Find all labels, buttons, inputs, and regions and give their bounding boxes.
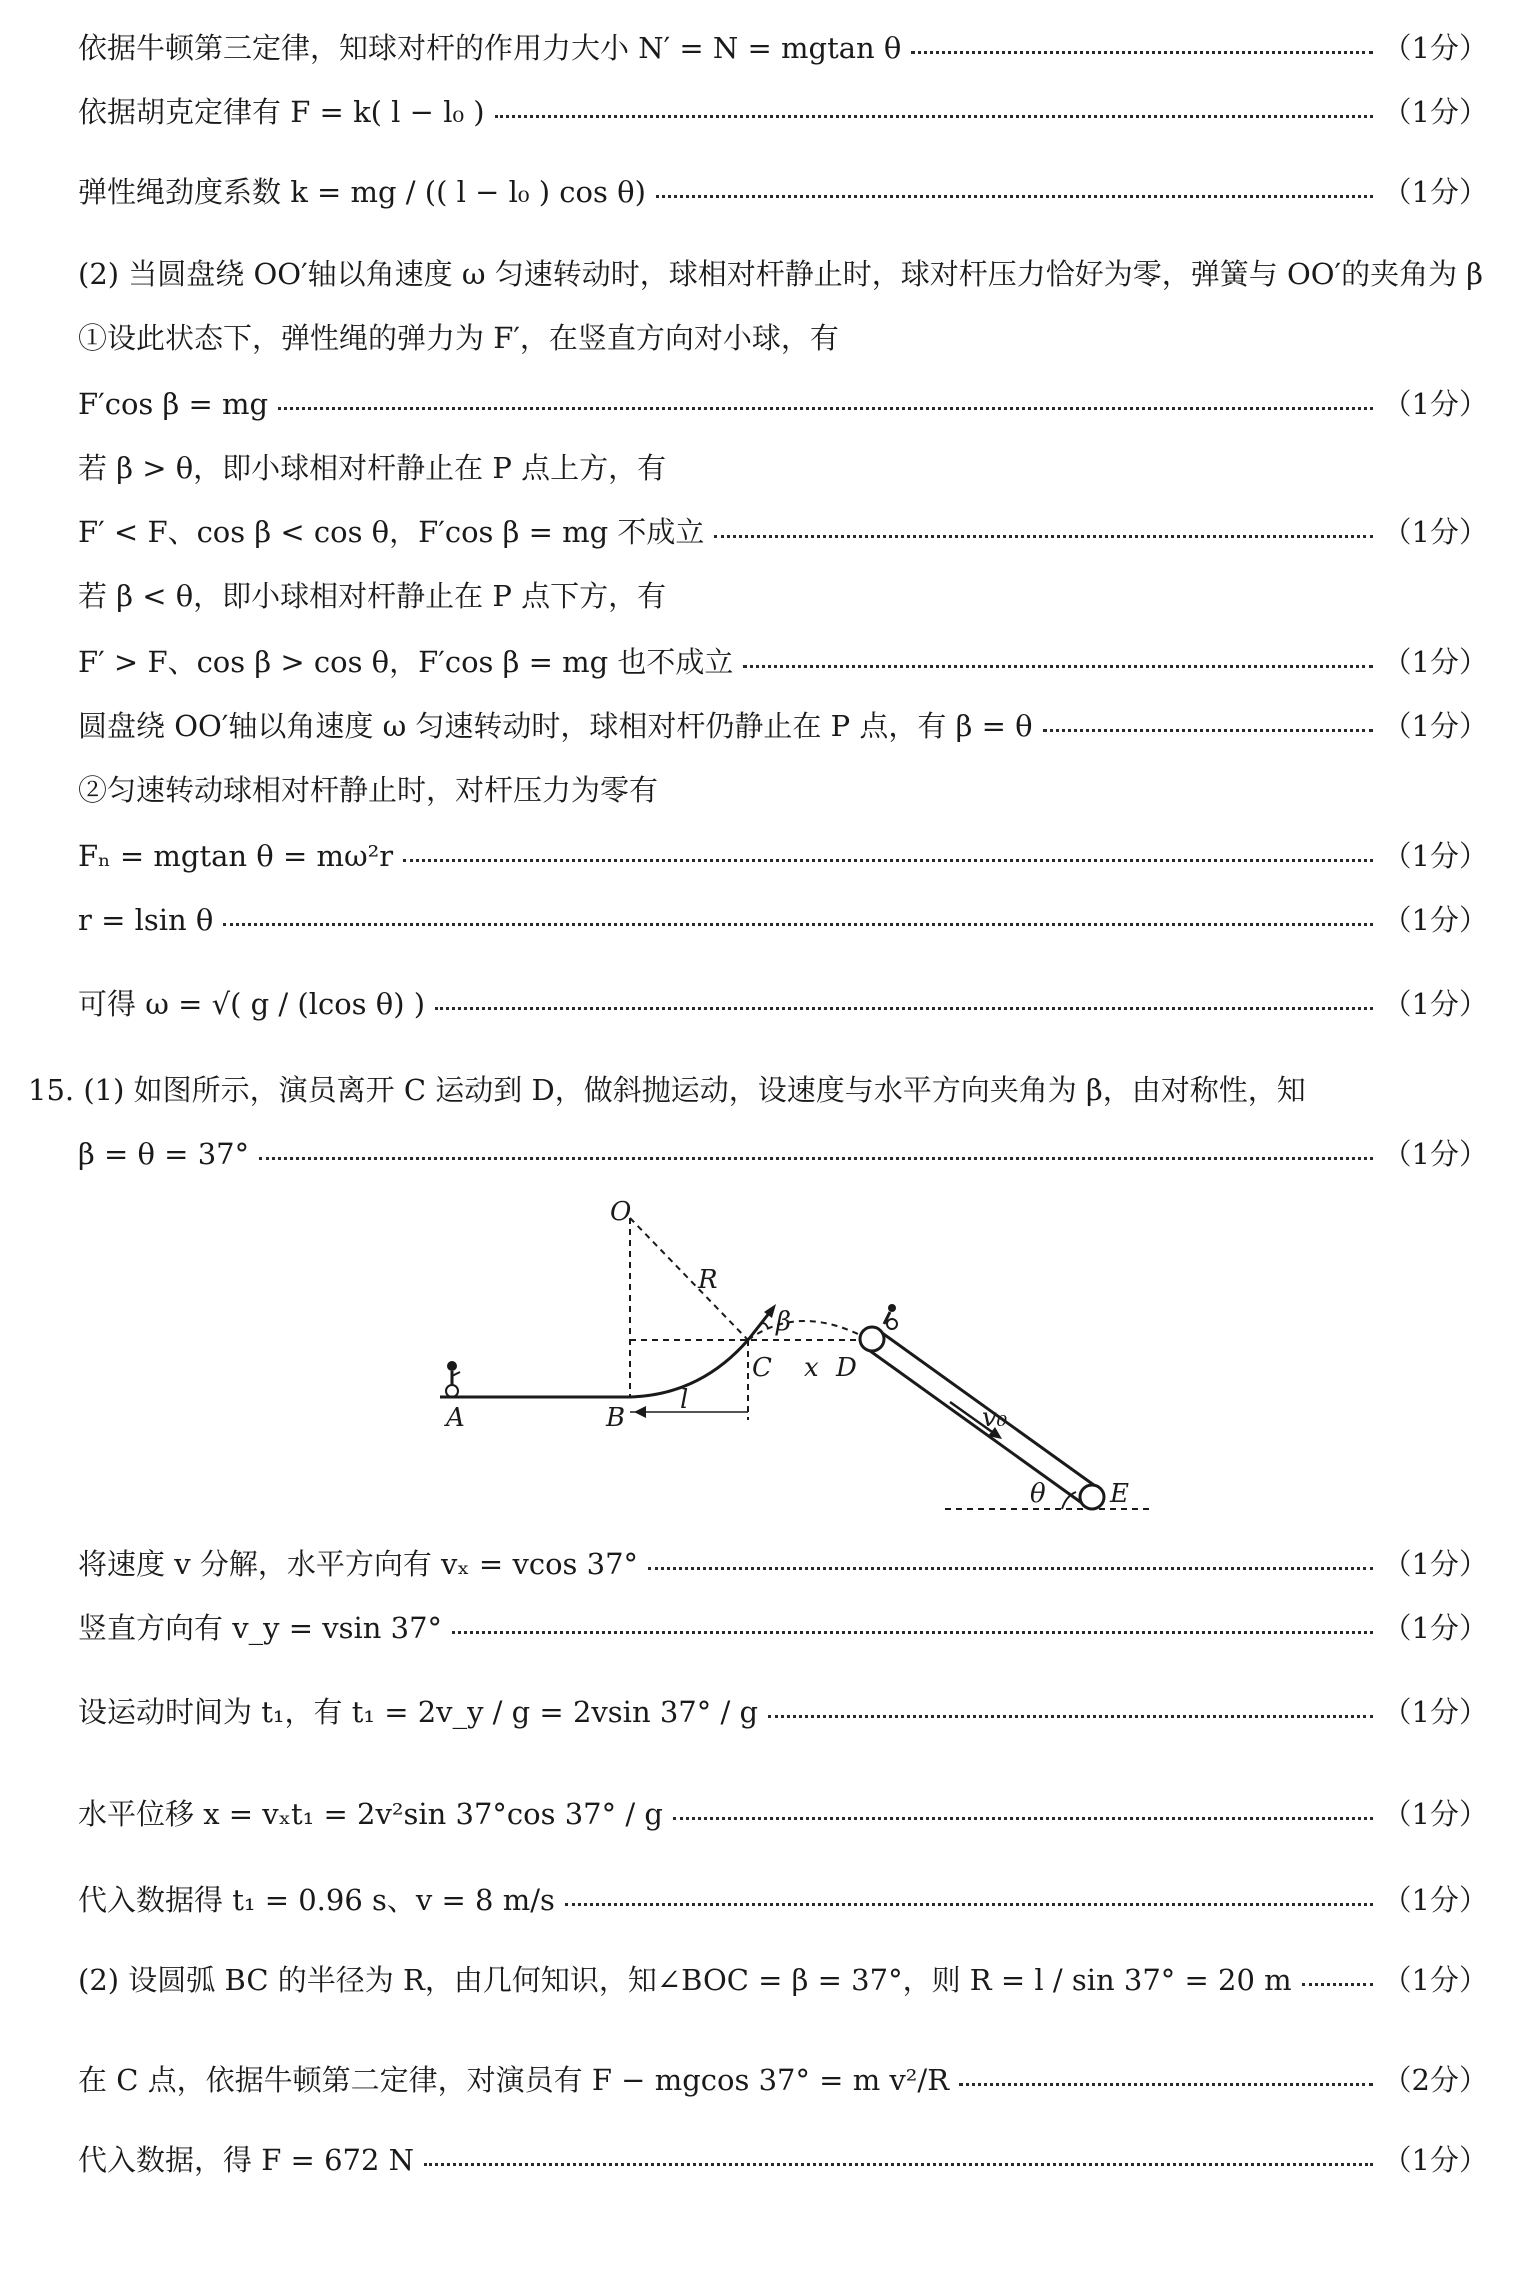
line-text: F′ > F、cos β > cos θ，F′cos β = mg 也不成立 [78, 645, 734, 679]
l-arrow-left [634, 1406, 646, 1418]
solution-line [78, 836, 1488, 876]
score-label: （1分） [1382, 1137, 1488, 1171]
label-theta: θ [1030, 1479, 1046, 1509]
label-l: l [680, 1385, 689, 1415]
line-text: (2) 设圆弧 BC 的半径为 R，由几何知识，知∠BOC = β = 37°，则 R = l / sin 37° = 20 m [78, 1963, 1292, 1997]
incline-bottom [866, 1348, 1086, 1506]
solution-line [78, 1880, 1488, 1920]
score-label: （1分） [1382, 31, 1488, 65]
solution-line [78, 1794, 1488, 1834]
score-label: （1分） [1382, 709, 1488, 743]
line-text: F′cos β = mg [78, 387, 269, 421]
leader-dots [452, 1631, 1372, 1634]
leader-dots [403, 859, 1372, 862]
solution-step: 若 β < θ，即小球相对杆静止在 P 点下方，有 [78, 579, 667, 613]
score-label: （1分） [1382, 1797, 1488, 1831]
label-a: A [446, 1403, 465, 1433]
line-text: 水平位移 x = vₓt₁ = 2v²sin 37°cos 37° / g [78, 1797, 663, 1831]
label-b: B [606, 1403, 626, 1433]
line-text: 代入数据得 t₁ = 0.96 s、v = 8 m/s [78, 1883, 555, 1917]
score-label: （1分） [1382, 987, 1488, 1021]
line-text: 圆盘绕 OO′轴以角速度 ω 匀速转动时，球相对杆仍静止在 P 点，有 β = θ [78, 709, 1033, 743]
line-text: Fₙ = mgtan θ = mω²r [78, 839, 394, 873]
solution-line [78, 1960, 1488, 2000]
score-label: （1分） [1382, 387, 1488, 421]
score-label: （1分） [1382, 1883, 1488, 1917]
score-label: （1分） [1382, 1963, 1488, 1997]
leader-dots [673, 1817, 1373, 1820]
leader-dots [495, 115, 1373, 118]
line-text: 可得 ω = √( g / (lcos θ) ) [78, 987, 426, 1021]
score-label: （1分） [1382, 645, 1488, 679]
score-label: （1分） [1382, 1695, 1488, 1729]
solution-line [78, 92, 1488, 132]
line-text: 竖直方向有 v_y = vsin 37° [78, 1611, 443, 1645]
solution-line [78, 384, 1488, 424]
score-label: （1分） [1382, 515, 1488, 549]
line-text: r = lsin θ [78, 903, 214, 937]
leader-dots [1043, 729, 1373, 732]
label-e: E [1110, 1479, 1129, 1509]
score-label: （1分） [1382, 2143, 1488, 2177]
label-o: O [610, 1197, 632, 1227]
score-label: （1分） [1382, 903, 1488, 937]
solution-line [78, 900, 1488, 940]
solution-line [78, 642, 1488, 682]
leader-dots [278, 407, 1372, 410]
leader-dots [435, 1007, 1372, 1010]
motion-diagram [430, 1190, 1150, 1530]
solution-line [78, 1134, 1488, 1174]
solution-line [78, 984, 1488, 1024]
leader-dots [424, 2163, 1373, 2166]
solution-line [78, 28, 1488, 68]
score-label: （1分） [1382, 1547, 1488, 1581]
solution-line [78, 1608, 1488, 1648]
solution-line [78, 1544, 1488, 1584]
solution-line [78, 172, 1488, 212]
leader-dots [1302, 1983, 1373, 1986]
arc-bc [630, 1340, 748, 1397]
label-v0: v₀ [982, 1403, 1008, 1433]
solution-step: ②匀速转动球相对杆静止时，对杆压力为零有 [78, 773, 659, 807]
line-text: 依据牛顿第三定律，知球对杆的作用力大小 N′ = N = mgtan θ [78, 31, 902, 65]
label-r: R [698, 1265, 718, 1295]
label-x: x [804, 1353, 819, 1383]
line-text: 弹性绳劲度系数 k = mg / (( l − l₀ ) cos θ) [78, 175, 646, 209]
line-text: 设运动时间为 t₁，有 t₁ = 2v_y / g = 2vsin 37° / g [78, 1695, 759, 1729]
solution-step: 若 β > θ，即小球相对杆静止在 P 点上方，有 [78, 451, 667, 485]
leader-dots [565, 1903, 1373, 1906]
question-15-heading: 15. (1) 如图所示，演员离开 C 运动到 D，做斜抛运动，设速度与水平方向夹角为 β，由对称性，知 [28, 1073, 1306, 1107]
label-d: D [836, 1353, 857, 1383]
wheel-d [860, 1327, 884, 1351]
performer-icon [446, 1361, 460, 1397]
leader-dots [714, 535, 1372, 538]
leader-dots [768, 1715, 1373, 1718]
solution-line [78, 1692, 1488, 1732]
solution-heading: (2) 当圆盘绕 OO′轴以角速度 ω 匀速转动时，球相对杆静止时，球对杆压力恰好为零，弹簧与 OO′的夹角为 β [78, 257, 1484, 291]
score-label: （1分） [1382, 175, 1488, 209]
solution-line [78, 2060, 1488, 2100]
leader-dots [259, 1157, 1372, 1160]
solution-line [78, 706, 1488, 746]
score-label: （1分） [1382, 839, 1488, 873]
score-label: （2分） [1382, 2063, 1488, 2097]
radius-r [630, 1218, 748, 1340]
line-text: 依据胡克定律有 F = k( l − l₀ ) [78, 95, 485, 129]
score-label: （1分） [1382, 1611, 1488, 1645]
line-text: 在 C 点，依据牛顿第二定律，对演员有 F − mgcos 37° = m v²/R [78, 2063, 950, 2097]
line-text: β = θ = 37° [78, 1137, 250, 1171]
label-beta: β [776, 1307, 792, 1337]
line-text: F′ < F、cos β < cos θ，F′cos β = mg 不成立 [78, 515, 705, 549]
score-label: （1分） [1382, 95, 1488, 129]
solution-line [78, 2140, 1488, 2180]
line-text: 将速度 v 分解，水平方向有 vₓ = vcos 37° [78, 1547, 639, 1581]
wheel-e [1080, 1485, 1104, 1509]
line-text: 代入数据，得 F = 672 N [78, 2143, 415, 2177]
leader-dots [648, 1567, 1373, 1570]
cyclist-icon [884, 1304, 897, 1329]
label-c: C [752, 1353, 772, 1383]
leader-dots [743, 665, 1372, 668]
leader-dots [911, 51, 1372, 54]
solution-line [78, 512, 1488, 552]
leader-dots [223, 923, 1372, 926]
leader-dots [656, 195, 1373, 198]
solution-step: ①设此状态下，弹性绳的弹力为 F′，在竖直方向对小球，有 [78, 321, 839, 355]
leader-dots [959, 2083, 1373, 2086]
